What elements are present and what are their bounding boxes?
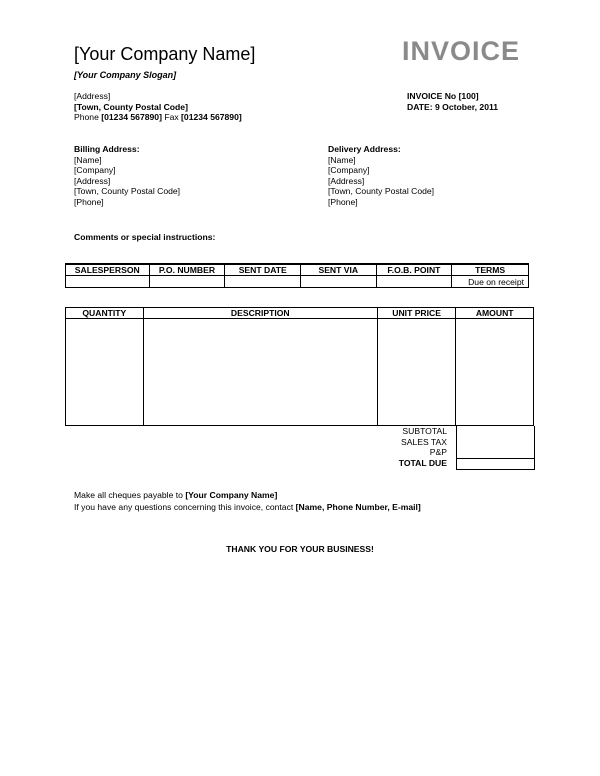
delivery-address: [Address] — [328, 175, 365, 186]
header-salesperson: SALESPERSON — [66, 264, 150, 276]
phone-label: Phone — [74, 112, 102, 122]
billing-town: [Town, County Postal Code] — [74, 186, 181, 196]
cheques-note — [74, 490, 277, 500]
totals-value-box[interactable] — [456, 426, 535, 470]
amount-cell[interactable] — [456, 319, 534, 426]
total-due-label: TOTAL DUE — [398, 457, 447, 468]
items-header-row — [66, 308, 534, 319]
billing-address: [Address] — [74, 175, 111, 186]
header-sent-via: SENT VIA — [301, 264, 377, 276]
thank-you-message: THANK YOU FOR YOUR BUSINESS! — [226, 544, 374, 554]
cheques-prefix: Make all cheques payable to — [74, 490, 186, 500]
subtotal-label: SUBTOTAL — [402, 426, 447, 436]
sender-fax: [01234 567890] — [181, 112, 242, 122]
billing-company: [Company] — [74, 165, 116, 175]
invoice-date: DATE: 9 October, 2011 — [407, 101, 499, 112]
sender-address: [Address] — [74, 91, 111, 101]
header-unit-price: UNIT PRICE — [377, 308, 455, 319]
header-quantity: QUANTITY — [66, 308, 144, 319]
cell-terms[interactable]: Due on receipt — [452, 276, 529, 288]
billing-heading: Billing Address: — [74, 144, 140, 154]
items-table — [65, 307, 534, 426]
order-row — [66, 276, 529, 288]
total-due-divider — [457, 458, 534, 459]
cell-fob-point[interactable] — [376, 276, 452, 288]
questions-prefix: If you have any questions concerning this invoice, contact — [74, 502, 296, 512]
billing-phone: [Phone] — [74, 196, 104, 207]
delivery-town: [Town, County Postal Code] — [328, 186, 435, 196]
invoice-info-block — [407, 91, 498, 112]
cheques-name: [Your Company Name] — [185, 490, 278, 500]
questions-note — [74, 502, 421, 512]
sender-phone: [01234 567890] — [101, 112, 162, 122]
pp-label: P&P — [429, 447, 447, 457]
cell-sent-via[interactable] — [301, 276, 377, 288]
cell-po-number[interactable] — [149, 276, 225, 288]
cell-sent-date[interactable] — [225, 276, 301, 288]
delivery-company: [Company] — [328, 165, 370, 175]
header-description: DESCRIPTION — [143, 308, 377, 319]
sender-address-block — [74, 91, 242, 123]
sender-phone-fax — [74, 112, 242, 123]
header-sent-date: SENT DATE — [225, 264, 301, 276]
order-header-row — [66, 264, 529, 276]
company-slogan: [Your Company Slogan] — [74, 70, 177, 80]
delivery-name: [Name] — [328, 154, 356, 165]
items-body-row — [66, 319, 534, 426]
header-terms: TERMS — [452, 264, 529, 276]
fax-label: Fax — [161, 112, 182, 122]
company-name: [Your Company Name] — [74, 44, 256, 64]
billing-name: [Name] — [74, 154, 102, 165]
questions-contact: [Name, Phone Number, E-mail] — [295, 502, 421, 512]
sales-tax-label: SALES TAX — [400, 436, 447, 447]
unit-price-cell[interactable] — [377, 319, 455, 426]
invoice-number: INVOICE No [100] — [407, 91, 479, 101]
header-po-number: P.O. NUMBER — [149, 264, 225, 276]
order-info-table — [65, 263, 529, 288]
comments-label: Comments or special instructions: — [74, 232, 216, 242]
delivery-heading: Delivery Address: — [328, 144, 401, 154]
cell-salesperson[interactable] — [66, 276, 150, 288]
description-cell[interactable] — [143, 319, 377, 426]
header-fob-point: F.O.B. POINT — [376, 264, 452, 276]
header-amount: AMOUNT — [456, 308, 534, 319]
quantity-cell[interactable] — [66, 319, 144, 426]
sender-town: [Town, County Postal Code] — [74, 101, 188, 112]
delivery-address-block — [328, 144, 434, 207]
delivery-phone: [Phone] — [328, 196, 358, 207]
billing-address-block — [74, 144, 180, 207]
invoice-title: INVOICE — [402, 36, 521, 66]
